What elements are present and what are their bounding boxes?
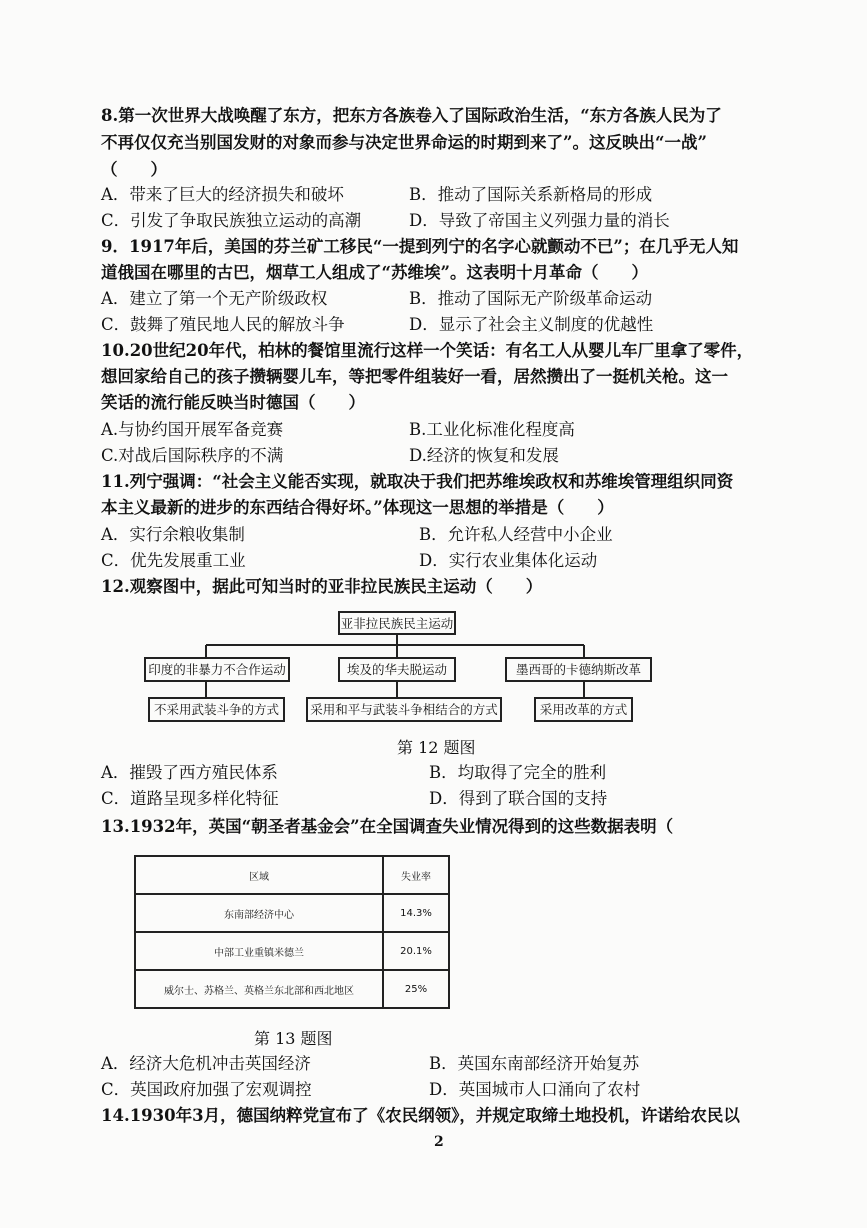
q9-stem-line-1: 9．1917年后，美国的芬兰矿工移民“一提到列宁的名字心就颤动不已”；在几乎无人知	[101, 237, 739, 256]
q12-option-d[interactable]: D．得到了联合国的支持	[429, 789, 608, 808]
table-cell-rate: 20.1%	[383, 932, 449, 970]
q9-option-a[interactable]: A．建立了第一个无产阶级政权	[101, 289, 328, 308]
table-cell-region: 中部工业重镇米德兰	[135, 932, 383, 970]
page-number: 2	[434, 1134, 444, 1150]
q10-option-c[interactable]: C.对战后国际秩序的不满	[101, 446, 284, 465]
q13-option-c[interactable]: C．英国政府加强了宏观调控	[101, 1080, 312, 1099]
diagram-branch-mexico: 墨西哥的卡德纳斯改革	[505, 657, 652, 682]
diagram-root-node: 亚非拉民族民主运动	[338, 611, 456, 635]
diagram-leaf-egypt: 采用和平与武装斗争相结合的方式	[306, 697, 502, 722]
q10-stem-line-3: 笑话的流行能反映当时德国（ ）	[101, 393, 365, 412]
q10-option-b[interactable]: B.工业化标准化程度高	[409, 420, 575, 439]
table-row	[135, 932, 449, 970]
diagram-branch-egypt: 埃及的华夫脱运动	[338, 657, 456, 682]
q13-option-b[interactable]: B．英国东南部经济开始复苏	[429, 1054, 640, 1073]
q8-option-a[interactable]: A．带来了巨大的经济损失和破坏	[101, 185, 344, 204]
q9-stem-line-2: 道俄国在哪里的古巴，烟草工人组成了“苏维埃”。这表明十月革命（ ）	[101, 263, 648, 282]
q13-caption: 第 13 题图	[254, 1029, 333, 1048]
q8-option-c[interactable]: C．引发了争取民族独立运动的高潮	[101, 211, 362, 230]
table-cell-rate: 25%	[383, 970, 449, 1008]
q12-option-a[interactable]: A．摧毁了西方殖民体系	[101, 763, 278, 782]
q11-option-c[interactable]: C．优先发展重工业	[101, 551, 246, 570]
q9-option-c[interactable]: C．鼓舞了殖民地人民的解放斗争	[101, 315, 345, 334]
table-row	[135, 970, 449, 1008]
table-row	[135, 894, 449, 932]
q12-caption: 第 12 题图	[397, 738, 476, 757]
q8-option-d[interactable]: D．导致了帝国主义列强力量的消长	[409, 211, 670, 230]
q9-option-d[interactable]: D．显示了社会主义制度的优越性	[409, 315, 654, 334]
q12-stem: 12.观察图中，据此可知当时的亚非拉民族民主运动（ ）	[101, 577, 543, 596]
q13-unemployment-table	[134, 855, 450, 1009]
q12-option-b[interactable]: B．均取得了完全的胜利	[429, 763, 607, 782]
q9-option-b[interactable]: B．推动了国际无产阶级革命运动	[409, 289, 653, 308]
q13-option-d[interactable]: D．英国城市人口涌向了农村	[429, 1080, 641, 1099]
q10-stem-line-2: 想回家给自己的孩子攒辆婴儿车，等把零件组装好一看，居然攒出了一挺机关枪。这一	[101, 367, 728, 386]
table-header-region: 区域	[135, 856, 383, 894]
q8-stem-line-1: 8.第一次世界大战唤醒了东方，把东方各族卷入了国际政治生活，“东方各族人民为了	[101, 106, 722, 125]
q8-option-b[interactable]: B．推动了国际关系新格局的形成	[409, 185, 653, 204]
diagram-branch-india: 印度的非暴力不合作运动	[144, 657, 290, 682]
q14-stem: 14.1930年3月，德国纳粹党宣布了《农民纲领》，并规定取缔土地投机，许诺给农民以	[101, 1106, 740, 1125]
q11-option-b[interactable]: B．允许私人经营中小企业	[419, 525, 613, 544]
table-cell-region: 东南部经济中心	[135, 894, 383, 932]
q11-option-d[interactable]: D．实行农业集体化运动	[419, 551, 598, 570]
table-cell-rate: 14.3%	[383, 894, 449, 932]
q13-option-a[interactable]: A．经济大危机冲击英国经济	[101, 1054, 311, 1073]
table-header-rate: 失业率	[383, 856, 449, 894]
q12-option-c[interactable]: C．道路呈现多样化特征	[101, 789, 279, 808]
table-header-row	[135, 856, 449, 894]
q11-stem-line-2: 本主义最新的进步的东西结合得好坏。”体现这一思想的举措是（ ）	[101, 498, 614, 517]
q8-stem-line-2: 不再仅仅充当别国发财的对象而参与决定世界命运的时期到来了”。这反映出“一战”	[101, 133, 707, 152]
q11-stem-line-1: 11.列宁强调：“社会主义能否实现，就取决于我们把苏维埃政权和苏维埃管理组织同资	[101, 472, 734, 491]
q11-option-a[interactable]: A．实行余粮收集制	[101, 525, 245, 544]
q8-stem-line-3: （ ）	[101, 160, 167, 179]
table-cell-region: 威尔士、苏格兰、英格兰东北部和西北地区	[135, 970, 383, 1008]
q10-option-d[interactable]: D.经济的恢复和发展	[409, 446, 559, 465]
q10-stem-line-1: 10.20世纪20年代，柏林的餐馆里流行这样一个笑话：有名工人从婴儿车厂里拿了零件，	[101, 341, 754, 360]
q13-stem: 13.1932年，英国“朝圣者基金会”在全国调查失业情况得到的这些数据表明（	[101, 817, 674, 836]
q10-option-a[interactable]: A.与协约国开展军备竞赛	[101, 420, 284, 439]
diagram-leaf-india: 不采用武装斗争的方式	[148, 697, 285, 722]
diagram-leaf-mexico: 采用改革的方式	[534, 697, 633, 722]
